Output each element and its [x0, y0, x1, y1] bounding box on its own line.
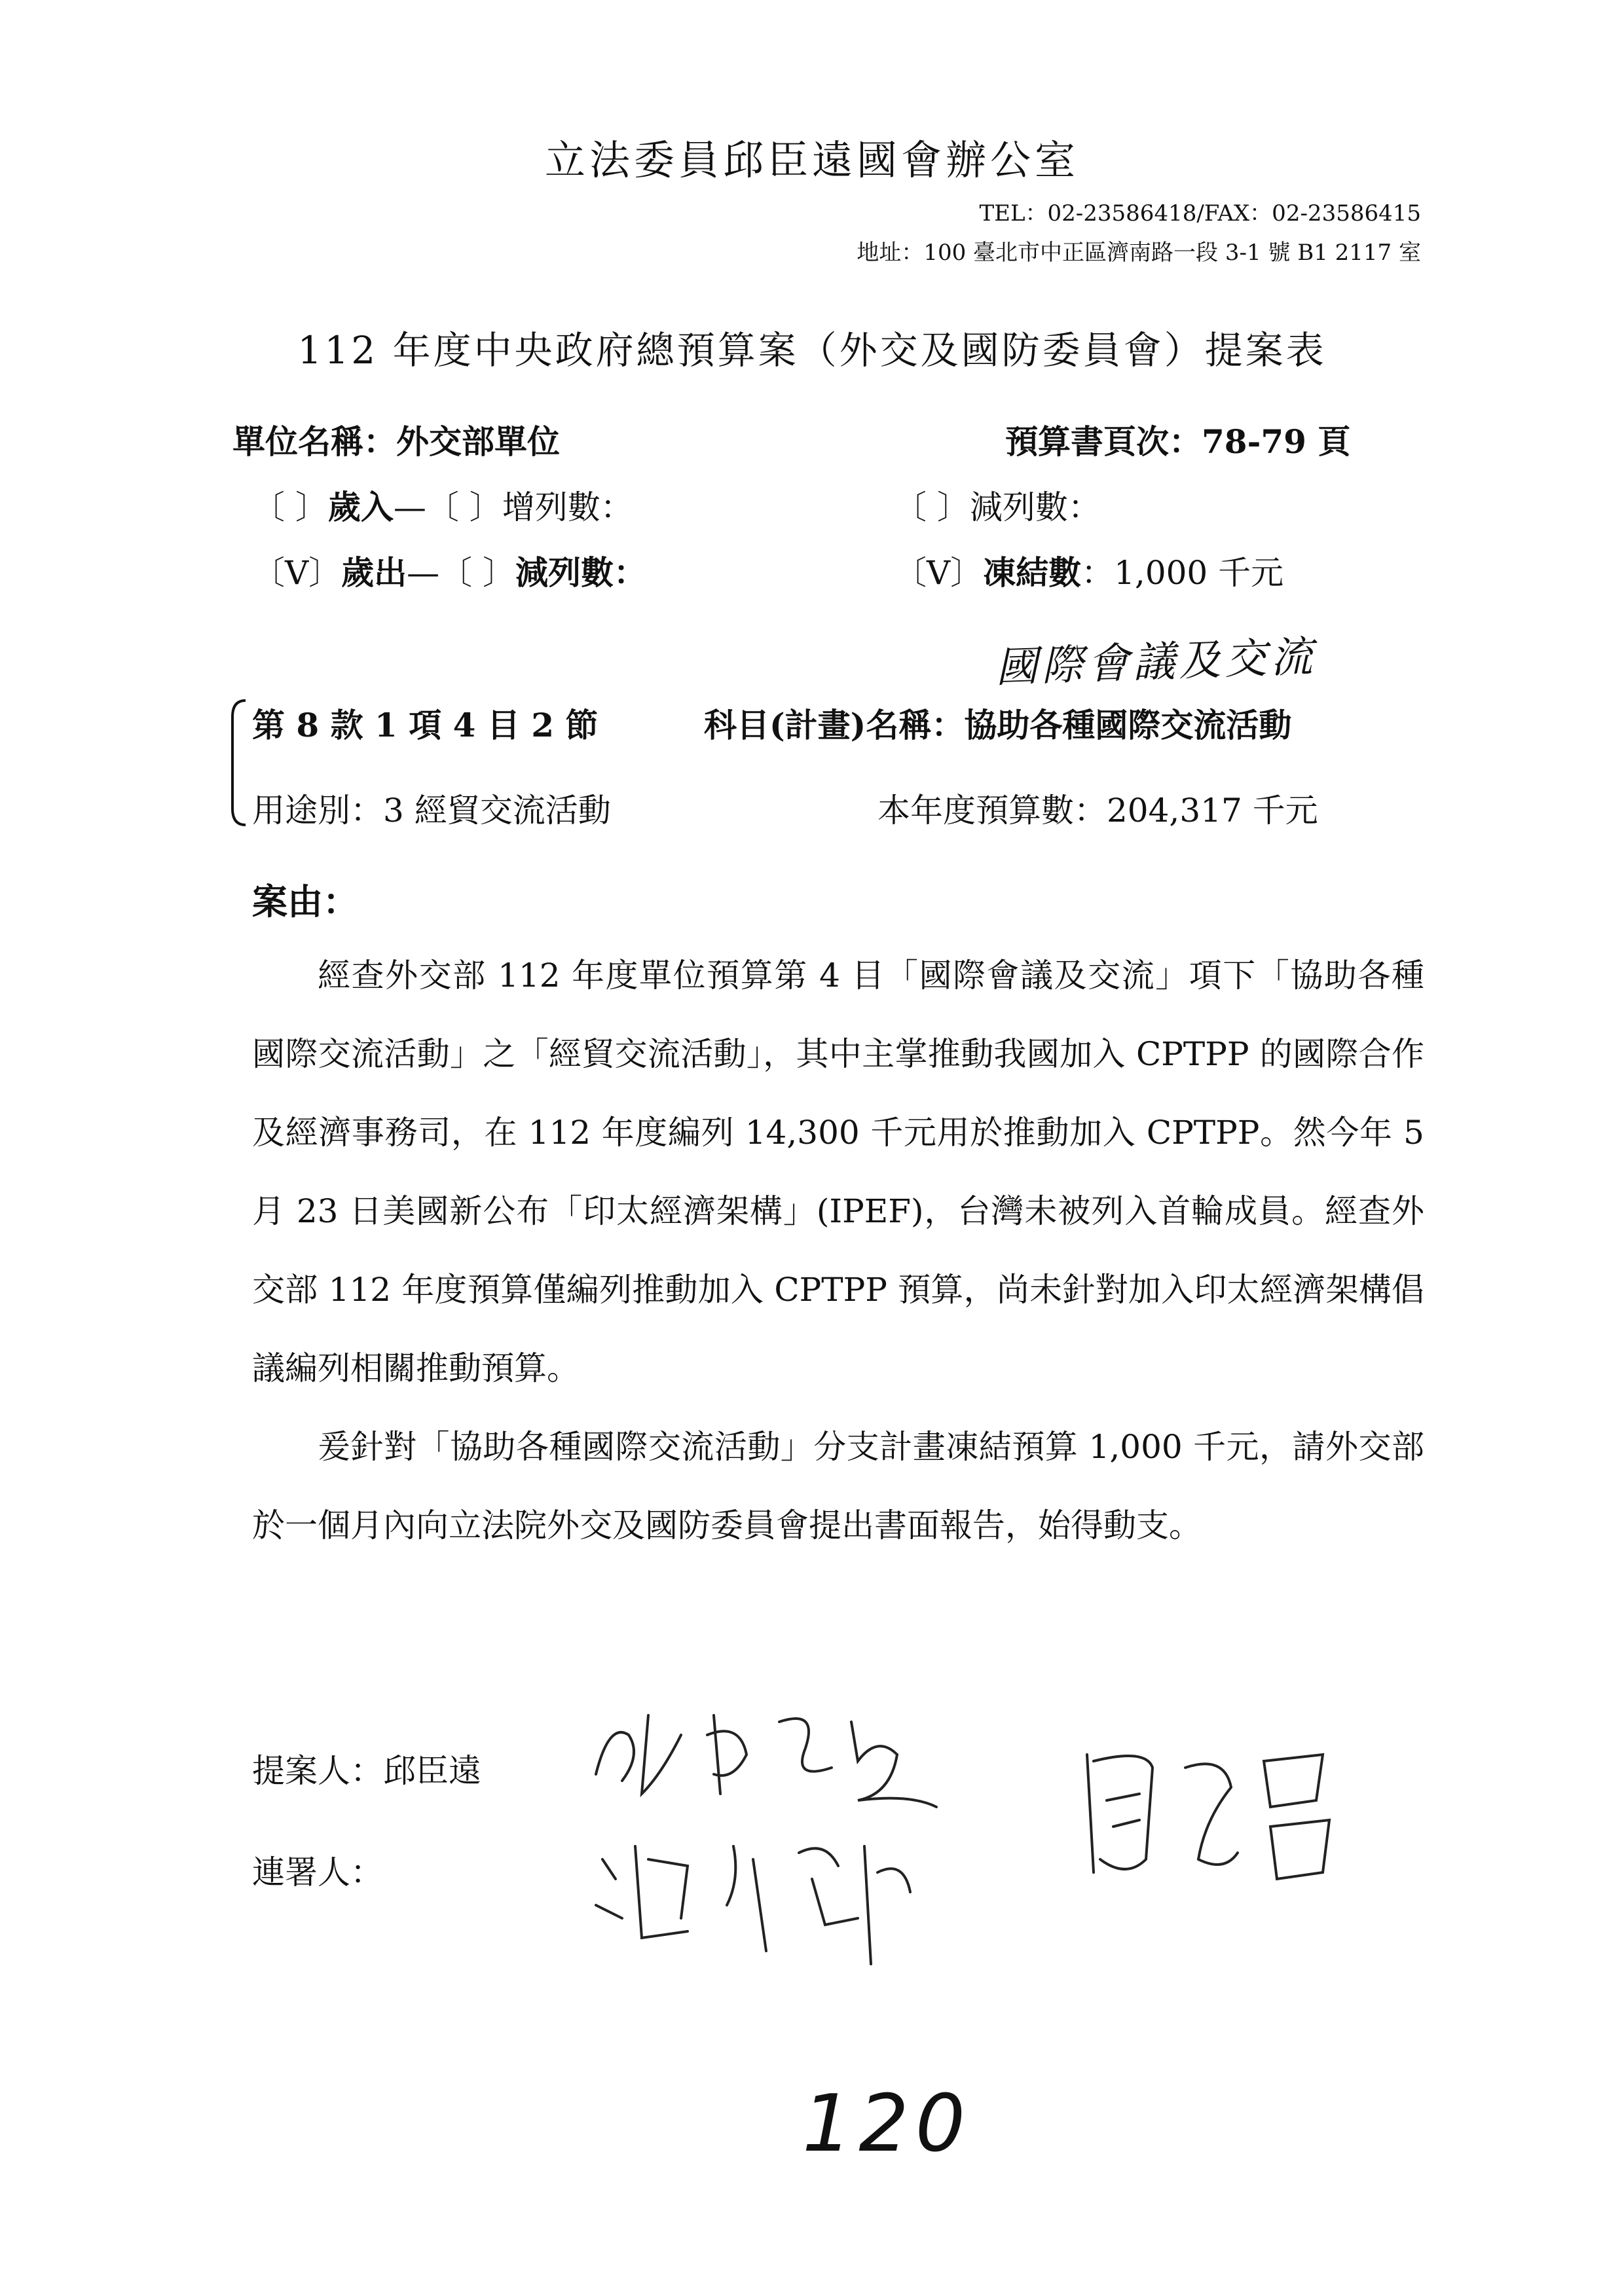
subject-label: 科目(計畫)名稱：	[704, 706, 965, 744]
expenditure-row	[252, 547, 646, 594]
proposer-name: 邱臣遠	[383, 1752, 481, 1790]
office-address: 地址：100 臺北市中正區濟南路一段 3-1 號 B1 2117 室	[857, 240, 1421, 266]
proposer	[252, 1745, 481, 1792]
revenue-decrease	[894, 481, 1101, 528]
expenditure-checkbox: 〔V〕	[252, 554, 342, 592]
increase-checkbox: 〔 〕	[426, 488, 502, 526]
signature-proposer	[583, 1696, 950, 1813]
page-number: 120	[802, 2079, 972, 2170]
freeze-row	[894, 547, 1283, 594]
unit-value: 外交部單位	[396, 422, 560, 461]
freeze-label: 凍結數	[983, 553, 1082, 592]
subject-value: 協助各種國際交流活動	[964, 706, 1292, 744]
revenue-decrease-checkbox: 〔 〕	[894, 488, 970, 526]
expenditure-dash: —	[407, 554, 440, 592]
freeze-value: ：1,000 千元	[1081, 554, 1284, 592]
form-title: 112 年度中央政府總預算案（外交及國防委員會）提案表	[297, 328, 1327, 373]
reason-heading: 案由：	[252, 881, 358, 922]
signature-cosigner-1	[589, 1820, 930, 1971]
cosigner-label: 連署人：	[252, 1853, 383, 1891]
reason-paragraph-1: 經查外交部 112 年度單位預算第 4 目「國際會議及交流」項下「協助各種國際交流活動」之「經貿交流活動」，其中主掌推動我國加入 CPTPP 的國際合作及經濟事務司，在 112 年度編列 14,300 千元用於推動加入 CPTPP。然今年 5 月 23 日美國新公布「印太經濟架構」(IPEF)，台灣未被列入首輪成員。經查外交部 112 年度預算僅編列推動加入 CPTPP 預算，尚未針對加入印太經濟架構倡議編列相關推動預算。	[252, 957, 1424, 1387]
proposer-label: 提案人：	[252, 1752, 383, 1790]
page-value: 78-79 頁	[1202, 422, 1351, 461]
freeze-checkbox: 〔V〕	[894, 554, 984, 592]
revenue-dash: —	[393, 488, 426, 526]
signature-cosigner-2	[1074, 1728, 1349, 1892]
section-code: 第 8 款 1 項 4 目 2 節	[252, 706, 599, 744]
annual-budget: 本年度預算數：204,317 千元	[877, 792, 1318, 829]
expenditure-label: 歲出	[341, 553, 407, 592]
section-brace	[226, 697, 252, 828]
subject	[704, 699, 1291, 746]
budget-page	[1005, 416, 1350, 463]
office-title: 立法委員邱臣遠國會辦公室	[544, 136, 1079, 184]
exp-decrease-checkbox: 〔 〕	[439, 554, 516, 592]
unit-name	[232, 416, 560, 463]
page-label: 預算書頁次：	[1005, 422, 1202, 461]
revenue-decrease-label: 減列數：	[969, 488, 1101, 526]
handwritten-note: 國際會議及交流	[995, 632, 1318, 693]
revenue-checkbox: 〔 〕	[252, 488, 328, 526]
exp-decrease-label: 減列數：	[515, 553, 647, 592]
increase-label: 增列數：	[502, 488, 633, 526]
revenue-row	[252, 481, 633, 528]
usage: 用途別：3 經貿交流活動	[252, 792, 611, 829]
unit-label: 單位名稱：	[232, 422, 396, 461]
revenue-label: 歲入	[327, 488, 394, 526]
reason-paragraph-2: 爰針對「協助各種國際交流活動」分支計畫凍結預算 1,000 千元，請外交部於一個月內向立法院外交及國防委員會提出書面報告，始得動支。	[252, 1428, 1424, 1544]
tel-fax: TEL：02-23586418/FAX：02-23586415	[979, 200, 1421, 227]
